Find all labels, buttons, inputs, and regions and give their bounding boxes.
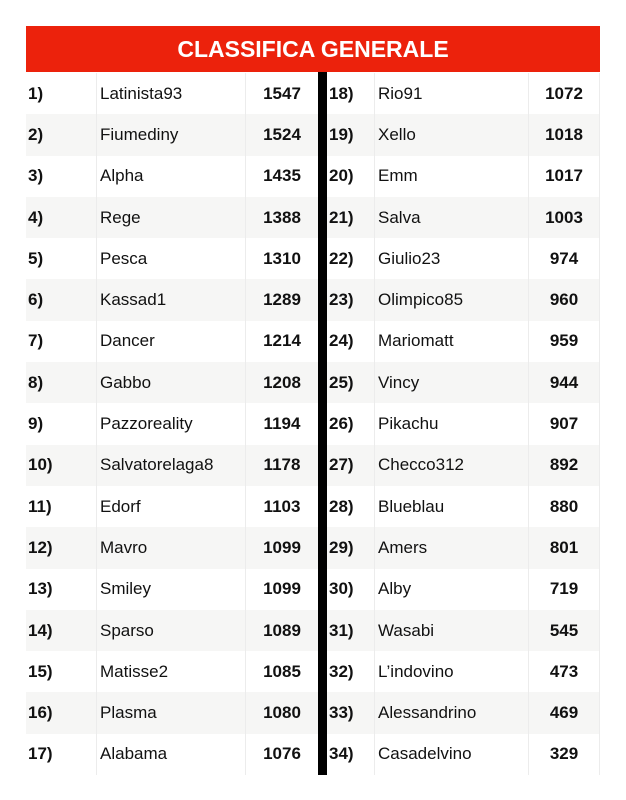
score-cell: 1178 — [245, 445, 318, 486]
score-cell: 1099 — [245, 527, 318, 568]
rank-cell: 24) — [329, 331, 354, 351]
score-cell: 1072 — [528, 73, 600, 114]
table-row — [26, 527, 318, 568]
table-row — [327, 321, 600, 362]
score-cell: 1547 — [245, 73, 318, 114]
name-cell: Casadelvino — [374, 734, 528, 775]
name-cell: Olimpico85 — [374, 279, 528, 320]
rank-cell: 12) — [28, 537, 53, 557]
name-cell: Edorf — [96, 486, 245, 527]
score-cell: 1208 — [245, 362, 318, 403]
score-cell: 1435 — [245, 156, 318, 197]
table-row — [327, 279, 600, 320]
rank-cell: 22) — [329, 248, 354, 268]
table-row — [26, 445, 318, 486]
table-row — [26, 114, 318, 155]
rank-cell: 33) — [329, 703, 354, 723]
rank-cell: 27) — [329, 455, 354, 475]
table-row — [327, 114, 600, 155]
score-cell: 1103 — [245, 486, 318, 527]
score-cell: 1003 — [528, 197, 600, 238]
standings-right-column — [327, 73, 600, 775]
table-row — [26, 279, 318, 320]
table-row — [26, 156, 318, 197]
rank-cell: 3) — [28, 166, 44, 186]
name-cell: Amers — [374, 527, 528, 568]
name-cell: Latinista93 — [96, 73, 245, 114]
rank-cell: 21) — [329, 207, 354, 227]
score-cell: 469 — [528, 692, 600, 733]
score-cell: 1524 — [245, 114, 318, 155]
table-row — [26, 403, 318, 444]
name-cell: Sparso — [96, 610, 245, 651]
name-cell: Alessandrino — [374, 692, 528, 733]
table-row — [327, 651, 600, 692]
name-cell: Alpha — [96, 156, 245, 197]
name-cell: Rio91 — [374, 73, 528, 114]
rank-cell: 19) — [329, 124, 354, 144]
score-cell: 1076 — [245, 734, 318, 775]
score-cell: 1085 — [245, 651, 318, 692]
page-title: CLASSIFICA GENERALE — [26, 26, 600, 72]
score-cell: 1214 — [245, 321, 318, 362]
name-cell: Emm — [374, 156, 528, 197]
rank-cell: 4) — [28, 207, 44, 227]
score-cell: 944 — [528, 362, 600, 403]
name-cell: Giulio23 — [374, 238, 528, 279]
name-cell: Salva — [374, 197, 528, 238]
score-cell: 719 — [528, 569, 600, 610]
rank-cell: 25) — [329, 372, 354, 392]
table-row — [327, 734, 600, 775]
table-row — [26, 651, 318, 692]
rank-cell: 6) — [28, 290, 44, 310]
name-cell: Salvatorelaga8 — [96, 445, 245, 486]
name-cell: Matisse2 — [96, 651, 245, 692]
table-row — [26, 610, 318, 651]
name-cell: Mavro — [96, 527, 245, 568]
score-cell: 1089 — [245, 610, 318, 651]
score-cell: 1080 — [245, 692, 318, 733]
rank-cell: 13) — [28, 579, 53, 599]
rank-cell: 18) — [329, 83, 354, 103]
score-cell: 959 — [528, 321, 600, 362]
score-cell: 1017 — [528, 156, 600, 197]
rank-cell: 32) — [329, 661, 354, 681]
table-row — [26, 238, 318, 279]
table-row — [327, 197, 600, 238]
rank-cell: 7) — [28, 331, 44, 351]
rank-cell: 34) — [329, 744, 354, 764]
score-cell: 1310 — [245, 238, 318, 279]
rank-cell: 15) — [28, 661, 53, 681]
score-cell: 1099 — [245, 569, 318, 610]
table-row — [26, 569, 318, 610]
score-cell: 907 — [528, 403, 600, 444]
name-cell: Pikachu — [374, 403, 528, 444]
rank-cell: 23) — [329, 290, 354, 310]
rank-cell: 2) — [28, 124, 44, 144]
table-row — [26, 734, 318, 775]
name-cell: Dancer — [96, 321, 245, 362]
standings-left-column — [26, 73, 318, 775]
name-cell: Blueblau — [374, 486, 528, 527]
name-cell: Checco312 — [374, 445, 528, 486]
rank-cell: 5) — [28, 248, 44, 268]
table-row — [327, 238, 600, 279]
table-row — [26, 362, 318, 403]
column-divider — [318, 72, 327, 775]
score-cell: 1388 — [245, 197, 318, 238]
table-row — [26, 73, 318, 114]
score-cell: 1194 — [245, 403, 318, 444]
table-row — [327, 156, 600, 197]
name-cell: Gabbo — [96, 362, 245, 403]
table-row — [327, 362, 600, 403]
name-cell: Alby — [374, 569, 528, 610]
table-row — [327, 527, 600, 568]
name-cell: Fiumediny — [96, 114, 245, 155]
name-cell: Rege — [96, 197, 245, 238]
score-cell: 545 — [528, 610, 600, 651]
rank-cell: 28) — [329, 496, 354, 516]
rank-cell: 10) — [28, 455, 53, 475]
table-row — [327, 486, 600, 527]
rank-cell: 20) — [329, 166, 354, 186]
table-row — [327, 445, 600, 486]
rank-cell: 1) — [28, 83, 44, 103]
table-row — [26, 486, 318, 527]
name-cell: Vincy — [374, 362, 528, 403]
table-row — [26, 692, 318, 733]
name-cell: Alabama — [96, 734, 245, 775]
rank-cell: 9) — [28, 414, 44, 434]
name-cell: Kassad1 — [96, 279, 245, 320]
score-cell: 880 — [528, 486, 600, 527]
rank-cell: 8) — [28, 372, 44, 392]
table-row — [327, 692, 600, 733]
rank-cell: 30) — [329, 579, 354, 599]
table-row — [26, 321, 318, 362]
name-cell: Pazzoreality — [96, 403, 245, 444]
rank-cell: 16) — [28, 703, 53, 723]
table-row — [327, 610, 600, 651]
rank-cell: 14) — [28, 620, 53, 640]
rank-cell: 26) — [329, 414, 354, 434]
score-cell: 329 — [528, 734, 600, 775]
name-cell: Xello — [374, 114, 528, 155]
name-cell: Plasma — [96, 692, 245, 733]
name-cell: Wasabi — [374, 610, 528, 651]
score-cell: 1289 — [245, 279, 318, 320]
score-cell: 801 — [528, 527, 600, 568]
score-cell: 892 — [528, 445, 600, 486]
name-cell: L’indovino — [374, 651, 528, 692]
rank-cell: 17) — [28, 744, 53, 764]
table-row — [26, 197, 318, 238]
score-cell: 974 — [528, 238, 600, 279]
table-row — [327, 73, 600, 114]
score-cell: 473 — [528, 651, 600, 692]
table-row — [327, 403, 600, 444]
name-cell: Pesca — [96, 238, 245, 279]
name-cell: Mariomatt — [374, 321, 528, 362]
rank-cell: 31) — [329, 620, 354, 640]
rank-cell: 11) — [28, 496, 52, 516]
rank-cell: 29) — [329, 537, 354, 557]
table-row — [327, 569, 600, 610]
score-cell: 1018 — [528, 114, 600, 155]
name-cell: Smiley — [96, 569, 245, 610]
score-cell: 960 — [528, 279, 600, 320]
